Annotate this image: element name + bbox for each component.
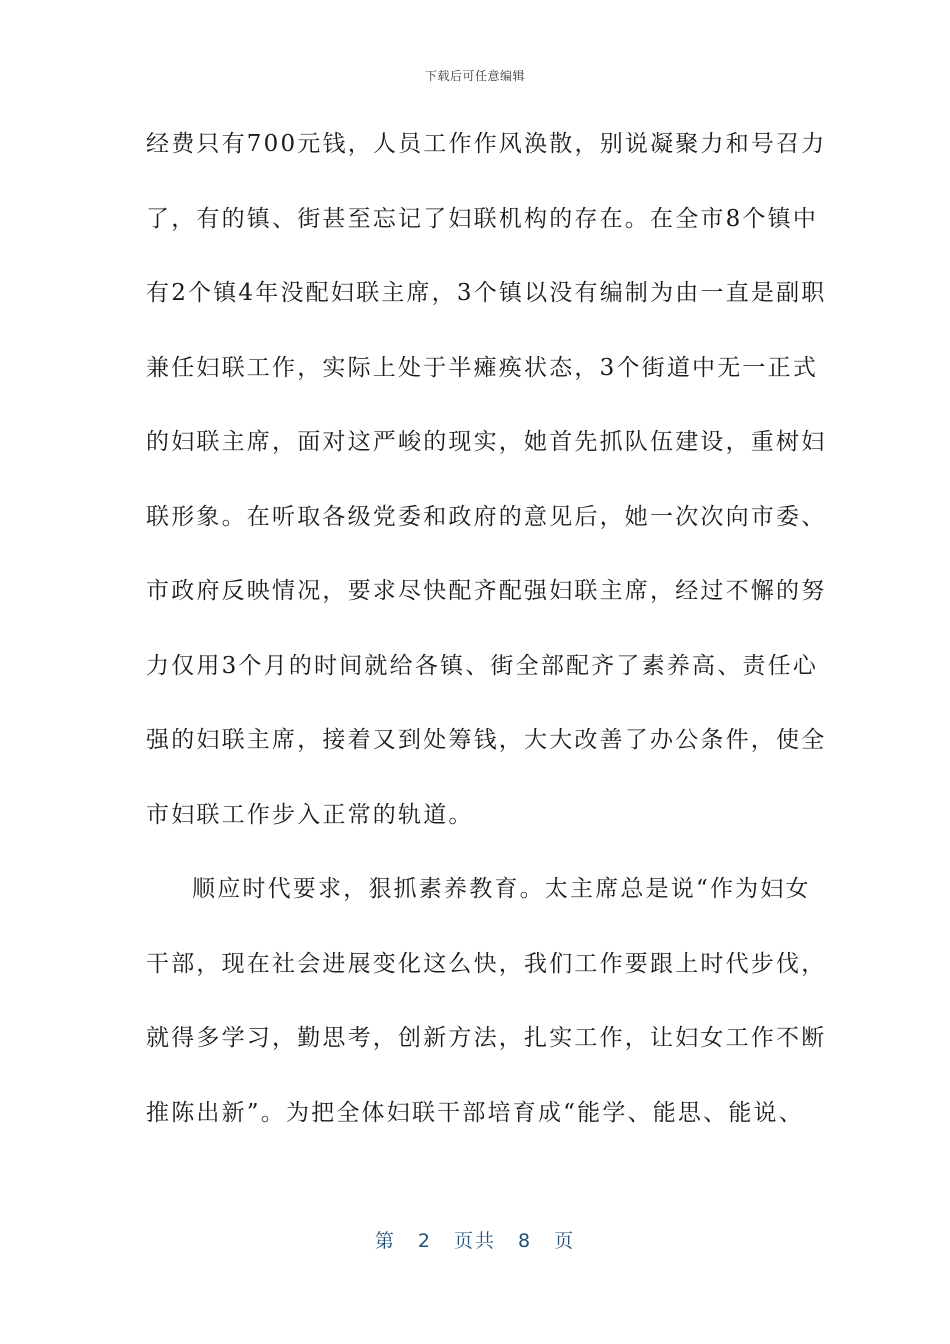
paragraph-first-line: 顺应时代要求，狠抓素养教育。太主席总是说“作为妇女 <box>192 876 811 902</box>
body-line: 推陈出新”。为把全体妇联干部培育成“能学、能思、能说、 <box>146 1099 804 1126</box>
body-line: 力仅用3个月的时间就给各镇、街全部配齐了素养高、责任心 <box>146 652 819 679</box>
body-line: 的妇联主席，面对这严峻的现实，她首先抓队伍建设，重树妇 <box>146 429 827 455</box>
body-line: 有2个镇4年没配妇联主席，3个镇以没有编制为由一直是副职 <box>146 280 827 306</box>
body-line: 兼任妇联工作，实际上处于半瘫痪状态，3个街道中无一正式 <box>146 354 819 381</box>
body-line: 强的妇联主席，接着又到处筹钱，大大改善了办公条件，使全 <box>146 727 827 753</box>
body-line: 经费只有700元钱，人员工作作风涣散，别说凝聚力和号召力 <box>146 131 827 157</box>
page-header-note: 下载后可任意编辑 <box>424 69 525 83</box>
document-body <box>146 118 827 1161</box>
body-line: 就得多学习，勤思考，创新方法，扎实工作，让妇女工作不断 <box>146 1025 827 1051</box>
body-line: 联形象。在听取各级党委和政府的意见后，她一次次向市委、 <box>146 503 827 530</box>
body-line: 干部，现在社会进展变化这么快，我们工作要跟上时代步伐， <box>146 950 827 977</box>
page-number-footer <box>0 1226 950 1253</box>
body-line: 市妇联工作步入正常的轨道。 <box>146 801 474 828</box>
page-number-label: 第 2 页共 8 页 <box>374 1230 576 1252</box>
body-line: 市政府反映情况，要求尽快配齐配强妇联主席，经过不懈的努 <box>146 578 827 604</box>
body-line: 了，有的镇、街甚至忘记了妇联机构的存在。在全市8个镇中 <box>146 205 819 232</box>
